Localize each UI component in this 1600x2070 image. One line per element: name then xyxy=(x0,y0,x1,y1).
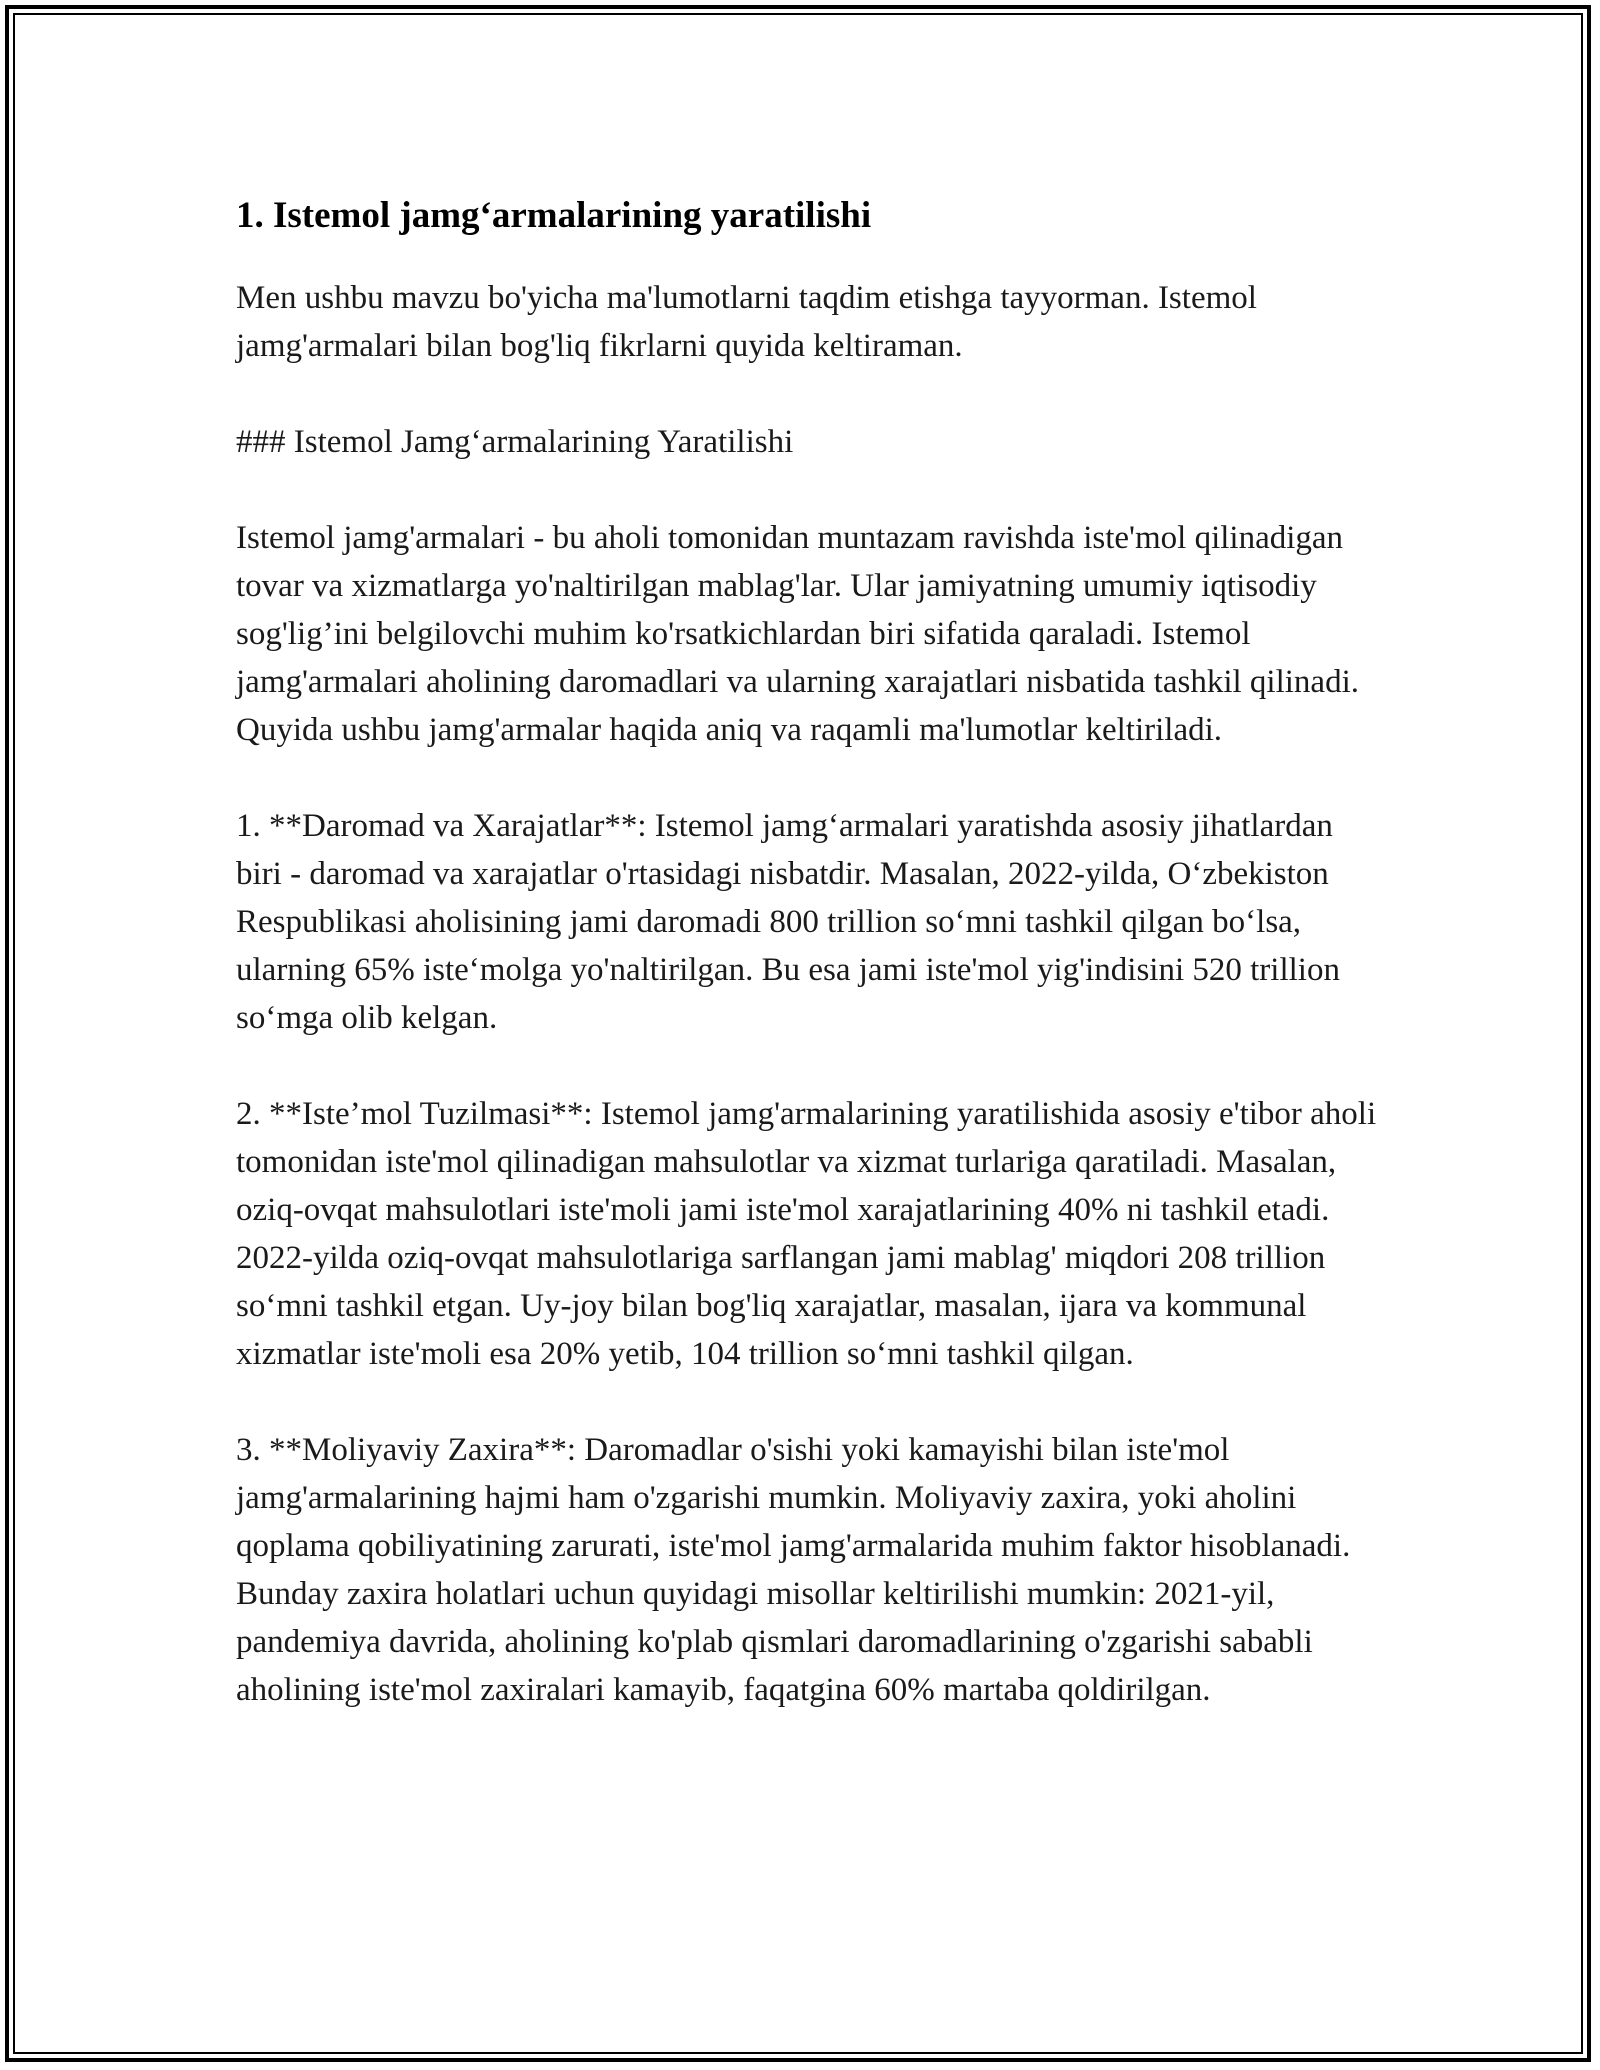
point-income-expenses: 1. **Daromad va Xarajatlar**: Istemol jamg‘armalari yaratishda asosiy jihatlardan biri - daromad va xarajatlar o'rtasidagi nisbatdir. Masalan, 2022-yilda, O‘zbekiston Respublikasi aholisining jami daromadi 800 trillion so‘mni tashkil qilgan bo‘lsa, ularning 65% iste‘molga yo'naltirilgan. Bu esa jami iste'mol yig'indisini 520 trillion so‘mga olib kelgan. xyxy=(236,808,1340,1036)
point-consumption-structure: 2. **Iste’mol Tuzilmasi**: Istemol jamg'armalarining yaratilishida asosiy e'tibor aholi tomonidan iste'mol qilinadigan mahsulotlar va xizmat turlariga qaratiladi. Masalan, oziq-ovqat mahsulotlari iste'moli jami iste'mol xarajatlarining 40% ni tashkil etadi. 2022-yilda oziq-ovqat mahsulotlariga sarflangan jami mablag' miqdori 208 trillion so‘mni tashkil etgan. Uy-joy bilan bog'liq xarajatlar, masalan, ijara va kommunal xizmatlar iste'moli esa 20% yetib, 104 trillion so‘mni tashkil qilgan. xyxy=(236,1096,1377,1372)
definition-paragraph: Istemol jamg'armalari - bu aholi tomonidan muntazam ravishda iste'mol qilinadigan tovar va xizmatlarga yo'naltirilgan mablag'lar. Ular jamiyatning umumiy iqtisodiy sog'lig’ini belgilovchi muhim ko'rsatkichlardan biri sifatida qaraladi. Istemol jamg'armalari aholining daromadlari va ularning xarajatlari nisbatida tashkil qilinadi. Quyida ushbu jamg'armalar haqida aniq va raqamli ma'lumotlar keltiriladi. xyxy=(236,520,1359,748)
document-title: 1. Istemol jamg‘armalarining yaratilishi xyxy=(236,195,872,236)
document-body xyxy=(236,186,1386,1762)
section-heading-text: ### Istemol Jamg‘armalarining Yaratilishi xyxy=(236,424,794,460)
intro-paragraph: Men ushbu mavzu bo'yicha ma'lumotlarni taqdim etishga tayyorman. Istemol jamg'armalari bilan bog'liq fikrlarni quyida keltiraman. xyxy=(236,280,1257,364)
point-financial-reserve: 3. **Moliyaviy Zaxira**: Daromadlar o'sishi yoki kamayishi bilan iste'mol jamg'armalarining hajmi ham o'zgarishi mumkin. Moliyaviy zaxira, yoki aholini qoplama qobiliyatining zarurati, iste'mol jamg'armalarida muhim faktor hisoblanadi. Bunday zaxira holatlari uchun quyidagi misollar keltirilishi mumkin: 2021-yil, pandemiya davrida, aholining ko'plab qismlari daromadlarining o'zgarishi sababli aholining iste'mol zaxiralari kamayib, faqatgina 60% martaba qoldirilgan. xyxy=(236,1432,1351,1708)
